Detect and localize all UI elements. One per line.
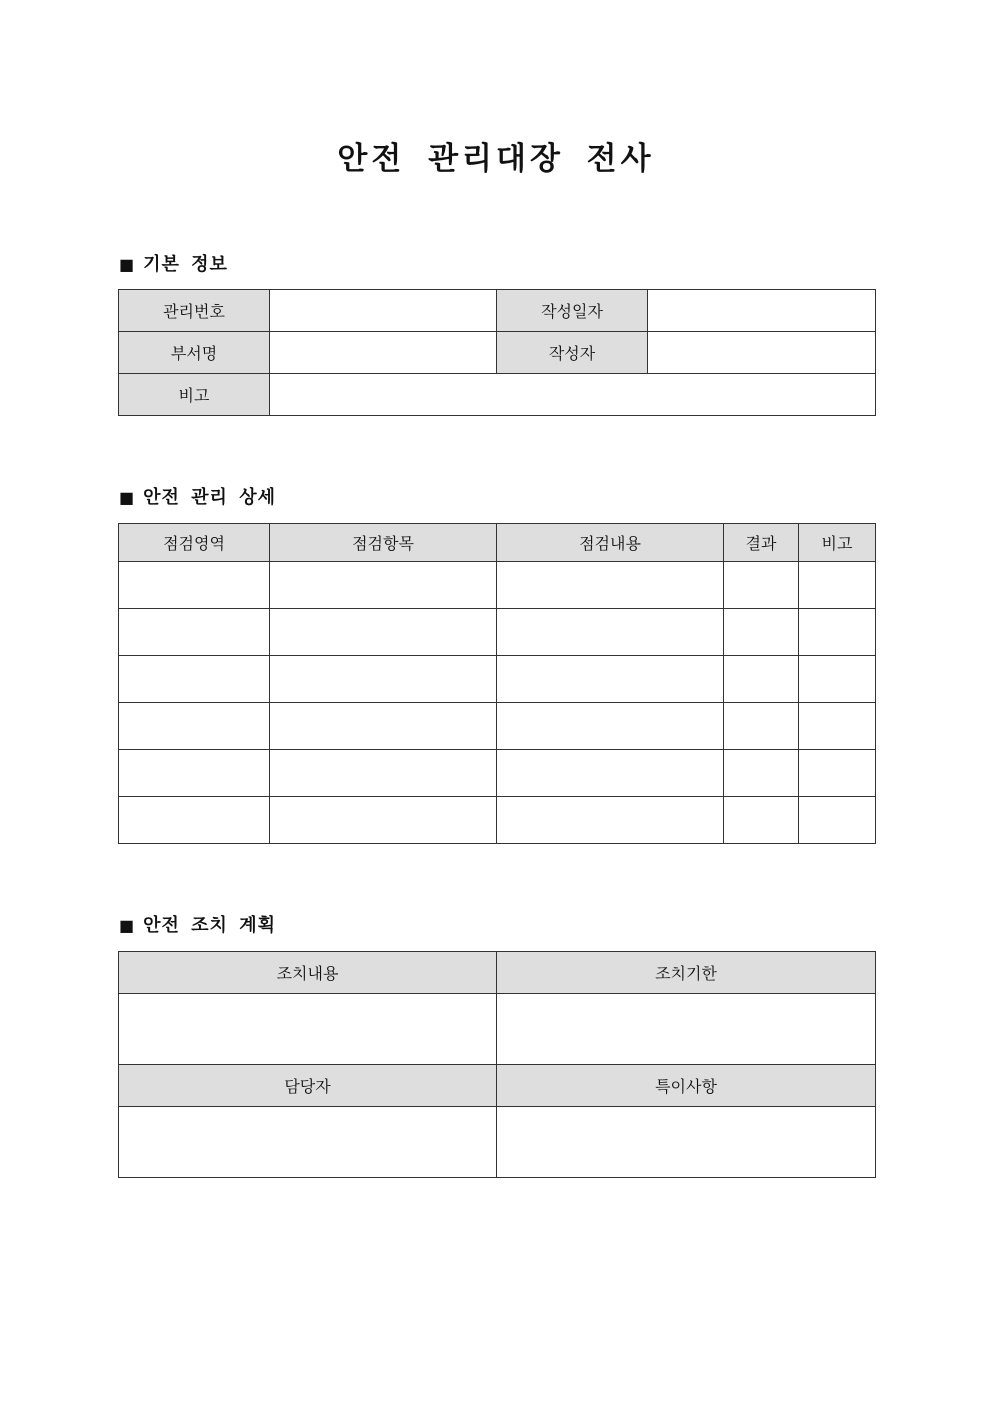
created-date-label: 작성일자: [497, 290, 648, 332]
action-deadline-field[interactable]: [497, 994, 876, 1065]
item-cell[interactable]: [270, 703, 497, 750]
table-row: [119, 1107, 876, 1178]
column-header-item: 점검항목: [270, 524, 497, 562]
content-cell[interactable]: [497, 656, 724, 703]
result-cell[interactable]: [724, 656, 799, 703]
item-cell[interactable]: [270, 609, 497, 656]
item-cell[interactable]: [270, 656, 497, 703]
result-cell[interactable]: [724, 703, 799, 750]
remarks-cell[interactable]: [799, 609, 876, 656]
table-header-row: [119, 1065, 876, 1107]
section-heading-basic: [119, 252, 228, 278]
created-date-field[interactable]: [648, 290, 876, 332]
action-content-label: 조치내용: [119, 952, 497, 994]
table-row: [119, 374, 876, 416]
section-title: 안전 관리 상세: [143, 487, 276, 508]
author-label: 작성자: [497, 332, 648, 374]
content-cell[interactable]: [497, 797, 724, 844]
page-title: 안전 관리대장 전사: [337, 141, 655, 177]
remarks-cell[interactable]: [799, 797, 876, 844]
table-row: [119, 750, 876, 797]
basic-info-table: [118, 289, 876, 416]
inspection-detail-table: [118, 523, 876, 844]
table-row: [119, 290, 876, 332]
area-cell[interactable]: [119, 703, 270, 750]
result-cell[interactable]: [724, 609, 799, 656]
area-cell[interactable]: [119, 562, 270, 609]
remarks-cell[interactable]: [799, 750, 876, 797]
column-header-area: 점검영역: [119, 524, 270, 562]
result-cell[interactable]: [724, 562, 799, 609]
area-cell[interactable]: [119, 609, 270, 656]
department-field[interactable]: [270, 332, 497, 374]
item-cell[interactable]: [270, 797, 497, 844]
content-cell[interactable]: [497, 562, 724, 609]
remarks-cell[interactable]: [799, 562, 876, 609]
content-cell[interactable]: [497, 703, 724, 750]
square-bullet-icon: ■: [119, 916, 136, 935]
remarks-field[interactable]: [270, 374, 876, 416]
action-deadline-label: 조치기한: [497, 952, 876, 994]
remarks-label: 비고: [119, 374, 270, 416]
remarks-cell[interactable]: [799, 703, 876, 750]
section-heading-detail: [119, 485, 276, 511]
remarks-cell[interactable]: [799, 656, 876, 703]
table-row: [119, 703, 876, 750]
section-heading-plan: [119, 913, 276, 939]
area-cell[interactable]: [119, 656, 270, 703]
table-row: [119, 994, 876, 1065]
table-header-row: [119, 524, 876, 562]
table-row: [119, 562, 876, 609]
result-cell[interactable]: [724, 797, 799, 844]
column-header-result: 결과: [724, 524, 799, 562]
area-cell[interactable]: [119, 750, 270, 797]
special-notes-label: 특이사항: [497, 1065, 876, 1107]
management-no-label: 관리번호: [119, 290, 270, 332]
action-content-field[interactable]: [119, 994, 497, 1065]
table-row: [119, 332, 876, 374]
person-in-charge-label: 담당자: [119, 1065, 497, 1107]
item-cell[interactable]: [270, 562, 497, 609]
management-no-field[interactable]: [270, 290, 497, 332]
person-in-charge-field[interactable]: [119, 1107, 497, 1178]
section-title: 안전 조치 계획: [143, 915, 276, 936]
table-header-row: [119, 952, 876, 994]
table-row: [119, 797, 876, 844]
column-header-remarks: 비고: [799, 524, 876, 562]
special-notes-field[interactable]: [497, 1107, 876, 1178]
column-header-content: 점검내용: [497, 524, 724, 562]
table-row: [119, 609, 876, 656]
section-title: 기본 정보: [143, 254, 228, 275]
table-row: [119, 656, 876, 703]
author-field[interactable]: [648, 332, 876, 374]
content-cell[interactable]: [497, 609, 724, 656]
square-bullet-icon: ■: [119, 488, 136, 507]
result-cell[interactable]: [724, 750, 799, 797]
content-cell[interactable]: [497, 750, 724, 797]
area-cell[interactable]: [119, 797, 270, 844]
item-cell[interactable]: [270, 750, 497, 797]
action-plan-table: [118, 951, 876, 1178]
square-bullet-icon: ■: [119, 255, 136, 274]
department-label: 부서명: [119, 332, 270, 374]
